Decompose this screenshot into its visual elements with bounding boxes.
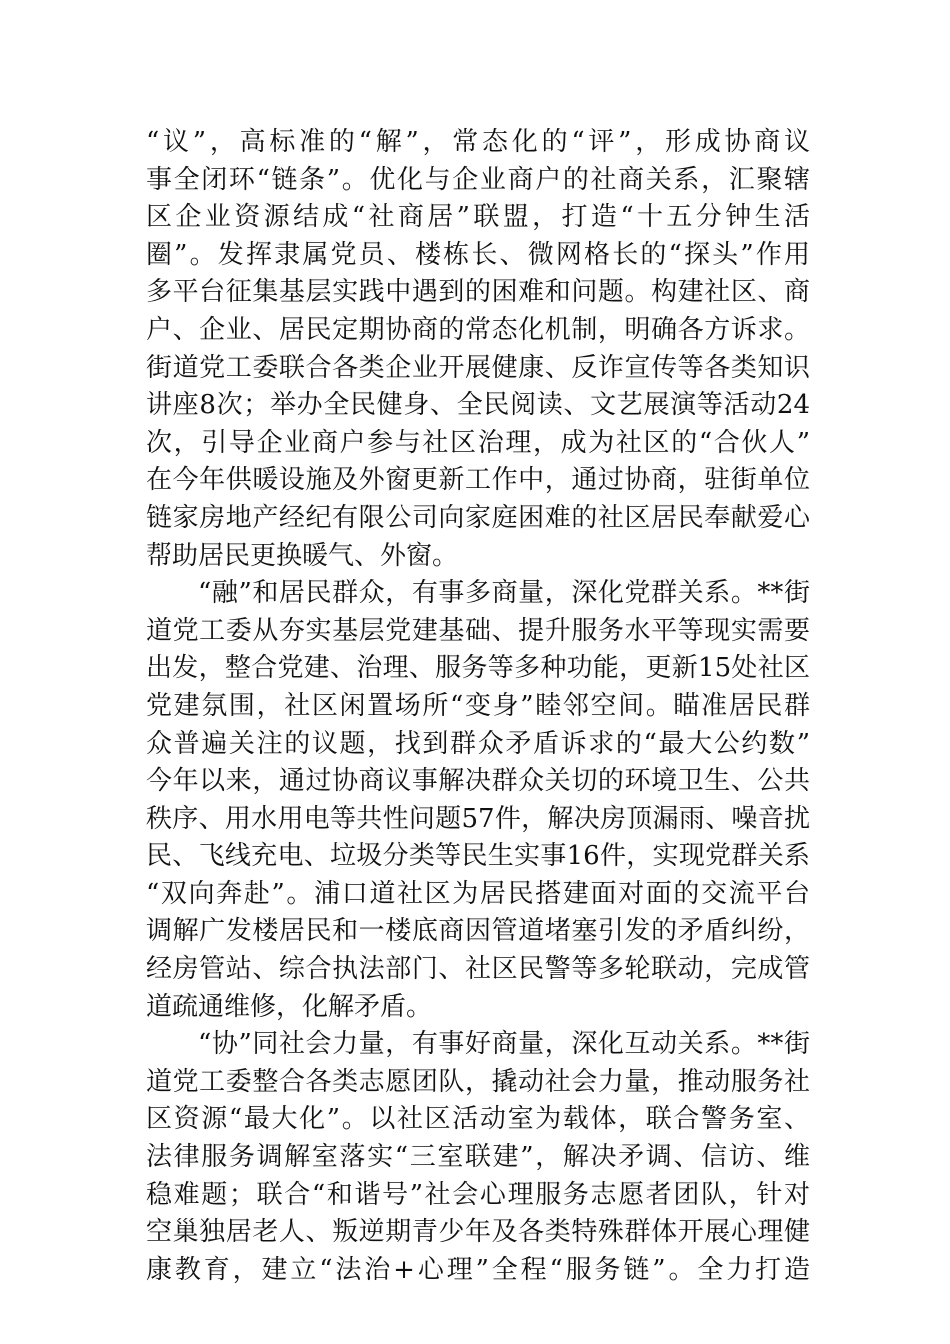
text-line: “双向奔赴”。浦口道社区为居民搭建面对面的交流平台	[146, 878, 810, 909]
text-line: 今年以来，通过协商议事解决群众关切的环境卫生、公共	[146, 766, 810, 797]
text-line: 在今年供暖设施及外窗更新工作中，通过协商，驻街单位	[146, 465, 810, 496]
text-line: 户、企业、居民定期协商的常态化机制，明确各方诉求。	[146, 314, 810, 345]
text-line: 出发，整合党建、治理、服务等多种功能，更新15处社区	[146, 653, 810, 684]
text-line: 党建氛围，社区闲置场所“变身”睦邻空间。瞄准居民群	[146, 690, 810, 721]
text-line: 众普遍关注的议题，找到群众矛盾诉求的“最大公约数”	[146, 728, 810, 759]
text-line: 法律服务调解室落实“三室联建”，解决矛调、信访、维	[146, 1142, 810, 1173]
text-line: 调解广发楼居民和一楼底商因管道堵塞引发的矛盾纠纷，	[146, 916, 810, 947]
text-line: 区企业资源结成“社商居”联盟，打造“十五分钟生活	[146, 202, 810, 233]
text-line: 经房管站、综合执法部门、社区民警等多轮联动，完成管	[146, 954, 810, 985]
text-line: 民、飞线充电、垃圾分类等民生实事16件，实现党群关系	[146, 841, 810, 872]
text-line: 次，引导企业商户参与社区治理，成为社区的“合伙人”	[146, 427, 810, 458]
text-line: “协”同社会力量，有事好商量，深化互动关系。**街	[198, 1029, 810, 1060]
text-line: 康教育，建立“法治+心理”全程“服务链”。全力打造	[146, 1254, 810, 1285]
paragraph	[146, 124, 810, 575]
text-line: “融”和居民群众，有事多商量，深化党群关系。**街	[198, 578, 810, 609]
text-line: 道疏通维修，化解矛盾。	[146, 991, 433, 1022]
text-line: 圈”。发挥隶属党员、楼栋长、微网格长的“探头”作用	[146, 239, 810, 270]
text-line: “议”，高标准的“解”，常态化的“评”，形成协商议	[146, 127, 810, 157]
paragraph	[146, 575, 810, 1026]
text-line: 道党工委整合各类志愿团队，撬动社会力量，推动服务社	[146, 1066, 810, 1097]
text-line: 帮助居民更换暖气、外窗。	[146, 540, 459, 571]
text-line: 道党工委从夯实基层党建基础、提升服务水平等现实需要	[146, 615, 810, 646]
text-line: 多平台征集基层实践中遇到的困难和问题。构建社区、商	[146, 277, 810, 308]
text-line: 区资源“最大化”。以社区活动室为载体，联合警务室、	[146, 1104, 810, 1135]
text-line: 稳难题；联合“和谐号”社会心理服务志愿者团队，针对	[146, 1179, 810, 1210]
document-body	[146, 124, 810, 1289]
text-line: 空巢独居老人、叛逆期青少年及各类特殊群体开展心理健	[146, 1217, 810, 1248]
text-line: 链家房地产经纪有限公司向家庭困难的社区居民奉献爱心	[146, 502, 810, 533]
paragraph	[146, 1026, 810, 1289]
text-line: 街道党工委联合各类企业开展健康、反诈宣传等各类知识	[146, 352, 810, 383]
text-line: 事全闭环“链条”。优化与企业商户的社商关系，汇聚辖	[146, 164, 810, 195]
text-line: 讲座8次；举办全民健身、全民阅读、文艺展演等活动24	[146, 390, 810, 421]
text-line: 秩序、用水用电等共性问题57件，解决房顶漏雨、噪音扰	[146, 803, 810, 834]
